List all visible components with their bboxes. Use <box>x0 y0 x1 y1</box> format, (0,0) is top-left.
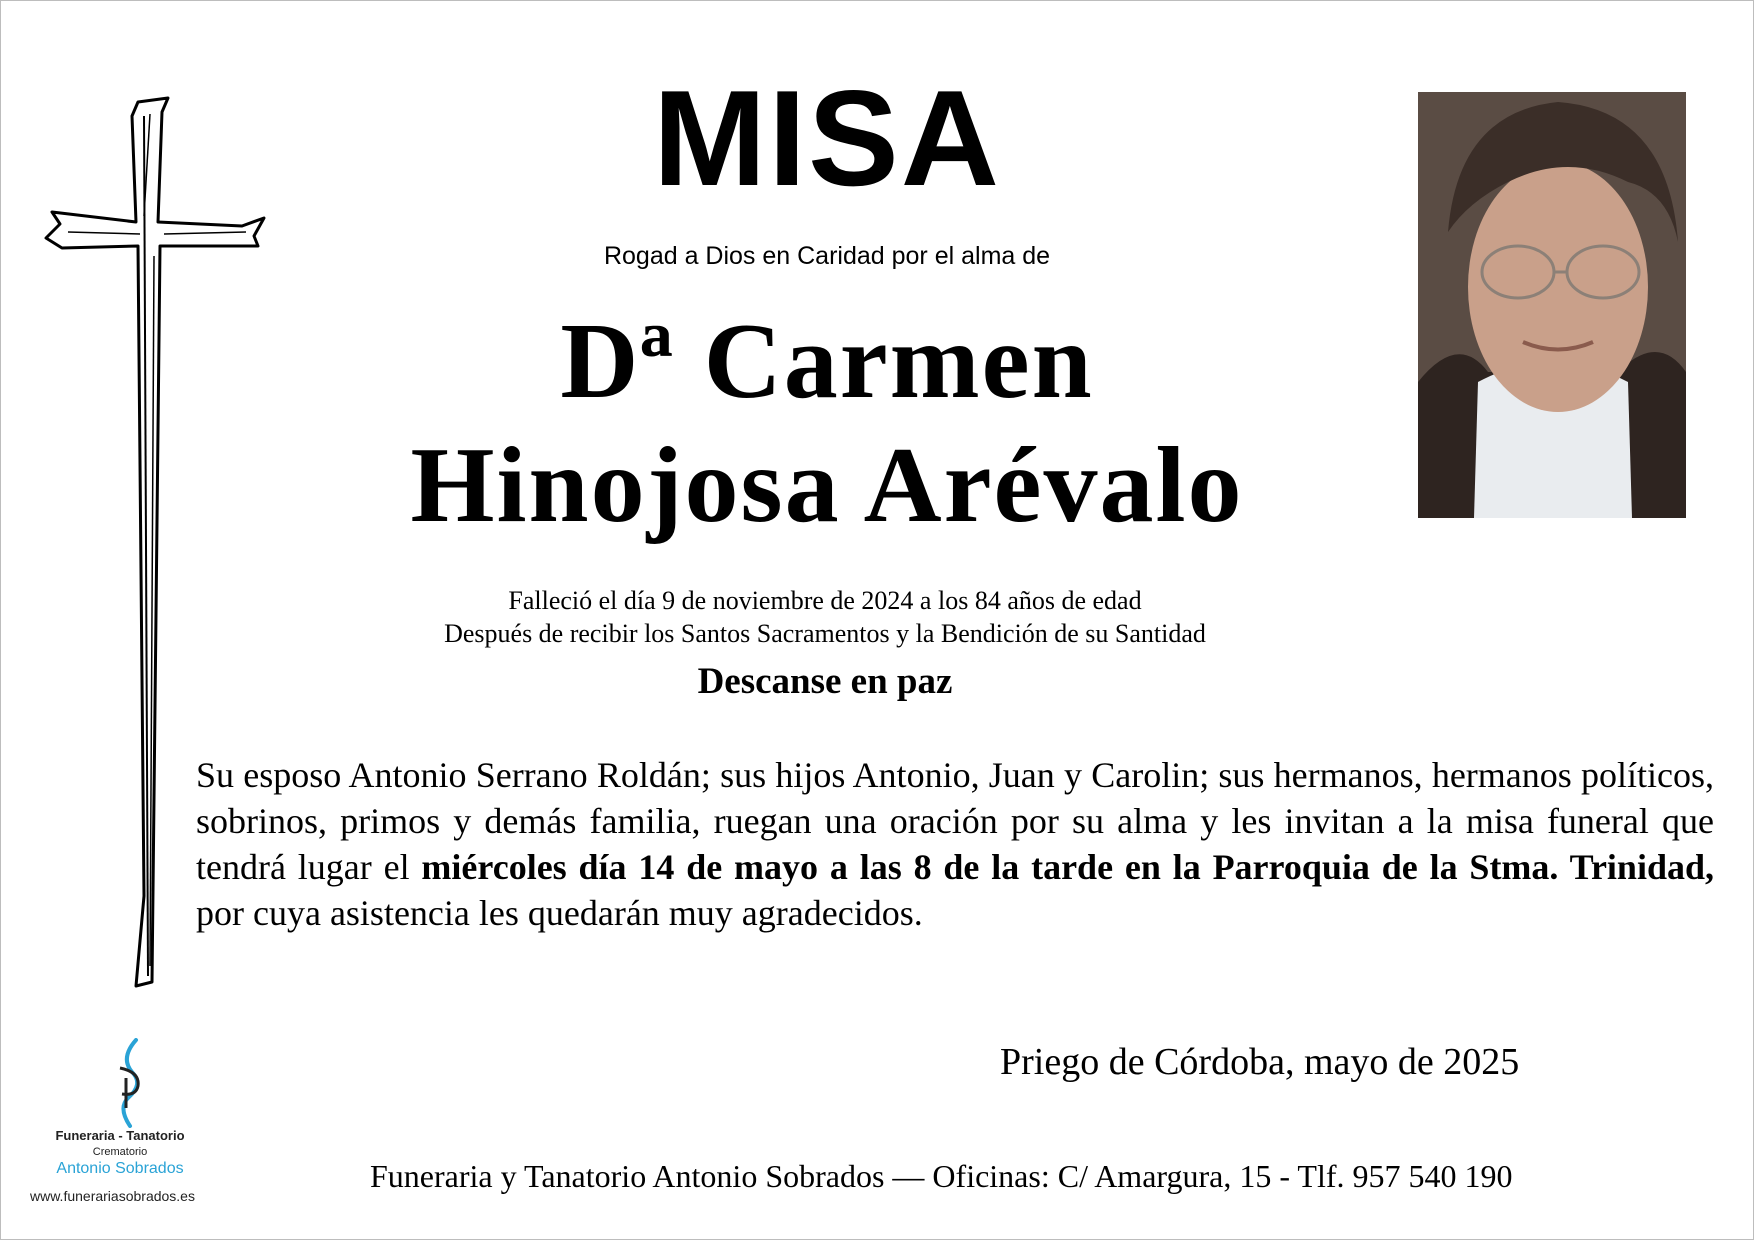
footer-contact: Funeraria y Tanatorio Antonio Sobrados — Oficinas: C/ Amargura, 15 - Tlf. 957 540 190 <box>370 1158 1513 1194</box>
sacraments-line: Después de recibir los Santos Sacramentos y la Bendición de su Santidad <box>444 619 1206 648</box>
website-url[interactable]: www.funerariasobrados.es <box>30 1188 195 1204</box>
family-message <box>196 752 1714 936</box>
intro-text: Rogad a Dios en Caridad por el alma de <box>603 242 1051 270</box>
page-title: MISA <box>653 62 1001 214</box>
logo-line3: Antonio Sobrados <box>56 1160 184 1177</box>
funeral-home-logo <box>30 1038 230 1218</box>
message-part2: por cuya asistencia les quedarán muy agradecidos. <box>196 893 923 933</box>
logo-line1: Funeraria - Tanatorio <box>55 1128 185 1143</box>
deceased-name-line2: Hinojosa Arévalo <box>410 426 1244 545</box>
funeral-home-logo-icon <box>90 1038 170 1128</box>
rest-in-peace: Descanse en paz <box>697 661 953 702</box>
deceased-photo <box>1418 92 1686 518</box>
message-part1: Su esposo Antonio Serrano Roldán; sus hijos Antonio, Juan y Carolin; sus hermanos, hermanos políticos, sobrinos, primos y demás familia, ruegan una oración por su alma y les invitan a la misa funeral que tendrá lugar el <box>196 755 1714 887</box>
message-event-details: miércoles día 14 de mayo a las 8 de la tarde en la Parroquia de la Stma. Trinidad, <box>421 847 1714 887</box>
death-date-line: Falleció el día 9 de noviembre de 2024 a los 84 años de edad <box>508 586 1142 615</box>
deceased-name-line1: Dª Carmen <box>560 302 1094 421</box>
place-date: Priego de Córdoba, mayo de 2025 <box>1000 1041 1520 1083</box>
logo-line2: Crematorio <box>92 1146 148 1158</box>
